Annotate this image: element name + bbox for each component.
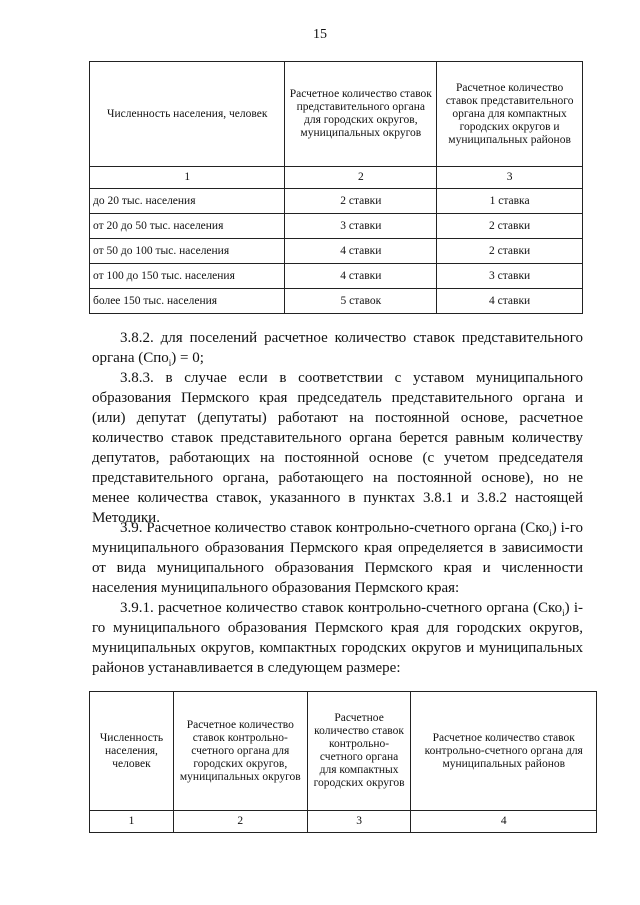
table-header-cell: Расчетное количество ставок контрольно-счетного органа для муниципальных районов [411,692,597,811]
table-header-cell: Численность населения, человек [90,62,285,167]
column-number: 4 [411,811,597,833]
table-cell: 4 ставки [437,289,583,314]
table-row [90,289,583,314]
table-cell: 4 ставки [285,264,437,289]
paragraph-3-9-1 [92,598,583,678]
table-row [90,189,583,214]
table-row [90,239,583,264]
control-body-staff-table [89,691,597,833]
column-number: 2 [285,167,437,189]
column-number: 3 [437,167,583,189]
table-cell: 2 ставки [285,189,437,214]
table-cell: 4 ставки [285,239,437,264]
table-row [90,214,583,239]
table-cell: 5 ставок [285,289,437,314]
column-number: 2 [173,811,307,833]
subscript-index: i [549,528,552,538]
table-header-cell: Расчетное количество ставок представительного органа для компактных городских округов и муниципальных районов [437,62,583,167]
table-cell: от 100 до 150 тыс. населения [90,264,285,289]
table-cell: 3 ставки [285,214,437,239]
subscript-index: i [562,608,565,618]
paragraph-3-8-3: 3.8.3. в случае если в соответствии с уставом муниципального образования Пермского края председатель представительного органа и (или) депутат (депутаты) работают на постоянной основе, расчетное количество ставок представительного органа берется равным количеству депутатов, работающих на постоянной основе (с учетом председателя представительного органа, работающего на постоянной основе), но не менее количества ставок, указанного в пунктах 3.8.1 и 3.8.2 настоящей Методики. [92,370,583,526]
table-column-number-row [90,167,583,189]
paragraph-text: 3.9.1. расчетное количество ставок контрольно-счетного органа (Ско [120,600,563,616]
paragraph-3-8-2 [92,328,583,368]
table-header-row [90,62,583,167]
table-cell: до 20 тыс. населения [90,189,285,214]
table-cell: 1 ставка [437,189,583,214]
table-header-cell: Расчетное количество ставок представительного органа для городских округов, муниципальных округов [285,62,437,167]
paragraph-text: ) i-го муниципального образования Пермского края для городских округов, муниципальных округов, компактных городских округов и муниципальных районов устанавливается в следующем размере: [92,600,583,676]
table-header-cell: Расчетное количество ставок контрольно-счетного органа для городских округов, муниципальных округов [173,692,307,811]
paragraph-3-9 [92,518,583,598]
table-cell: 3 ставки [437,264,583,289]
column-number: 3 [307,811,411,833]
paragraph-text: ) i-го муниципального образования Пермского края определяется в зависимости от вида муниципального образования Пермского края и численности населения муниципального образования Пермского края: [92,520,584,596]
table-header-cell: Расчетное количество ставок контрольно-счетного органа для компактных городских округов [307,692,411,811]
column-number: 1 [90,811,174,833]
table-row [90,264,583,289]
table-header-cell: Численность населения, человек [90,692,174,811]
table-cell: 2 ставки [437,214,583,239]
page-number: 15 [313,27,327,42]
paragraph-text: 3.9. Расчетное количество ставок контрольно-счетного органа (Ско [120,520,550,536]
paragraph-text: ) = 0; [171,350,204,366]
table-cell: более 150 тыс. населения [90,289,285,314]
paragraph-text: 3.8.2. для поселений расчетное количество ставок представительного органа (Спо [92,330,583,366]
table-header-row [90,692,597,811]
table-cell: от 50 до 100 тыс. населения [90,239,285,264]
representative-body-staff-table [89,61,583,314]
table-column-number-row [90,811,597,833]
column-number: 1 [90,167,285,189]
subscript-index: i [168,358,172,368]
table-cell: от 20 до 50 тыс. населения [90,214,285,239]
table-cell: 2 ставки [437,239,583,264]
